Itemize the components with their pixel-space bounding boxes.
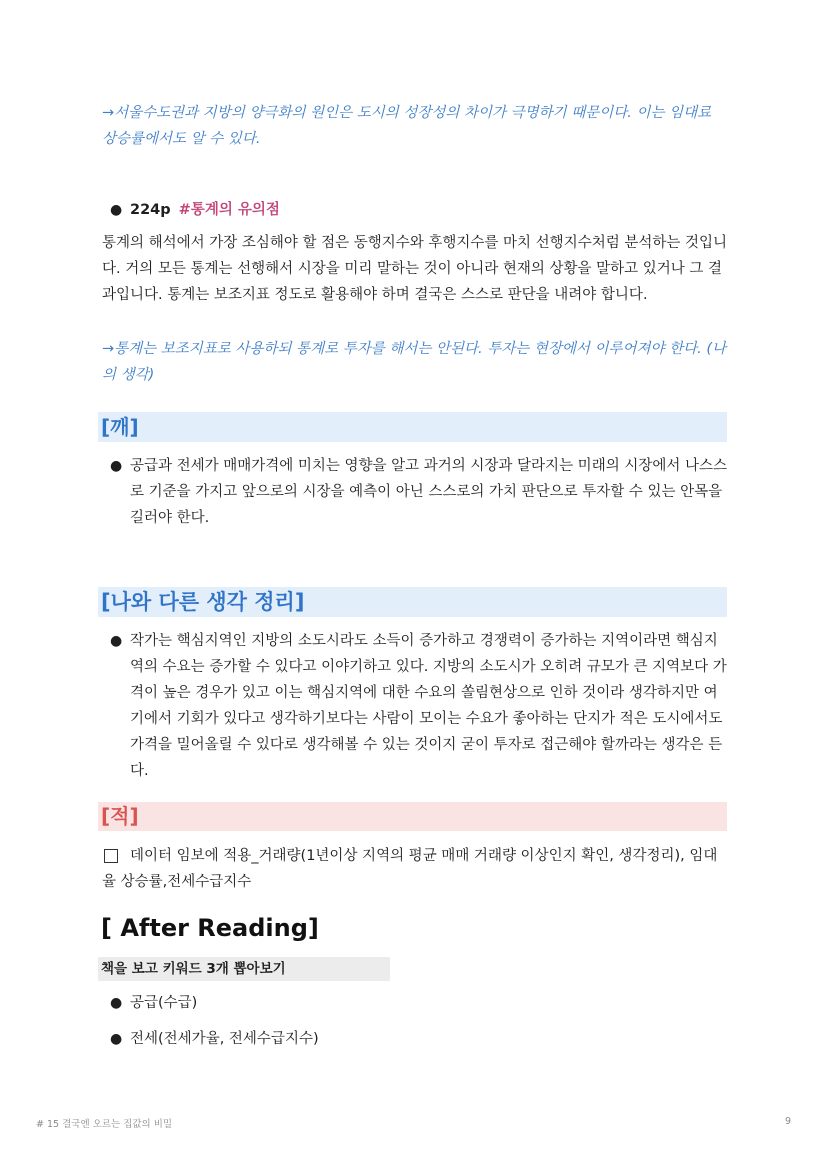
heading-kkae: [깨] <box>98 412 727 442</box>
checkbox-label: 데이터 임보에 적용_거래량(1년이상 지역의 평균 매매 거래량 이상인지 확인, 생각정리), 임대율 상승률,전세수급지수 <box>102 848 718 890</box>
kkae-bullet-text: 공급과 전세가 매매가격에 미치는 영향을 알고 과거의 시장과 달라지는 미래의 시장에서 나스스로 기준을 가지고 앞으로의 시장을 예측이 아닌 스스로의 가치 판단으로 투자할 수 있는 안목을 길러야 한다. <box>130 458 727 526</box>
page-number: 9 <box>784 1116 791 1127</box>
other-view-bullet-text: 작가는 핵심지역인 지방의 소도시라도 소득이 증가하고 경쟁력이 증가하는 지역이라면 핵심지역의 수요는 증가할 수 있다고 이야기하고 있다. 지방의 소도시가 오히려 규모가 큰 지역보다 가격이 높은 경우가 있고 이는 핵심지역에 대한 수요의 쏠림현상으로 인하 것이라 생각하지만 여기에서 기회가 있다고 생각하기보다는 사람이 모이는 수요가 좋아하는 단지가 적은 도시에서도 가격을 밀어올릴 수 있다로 생각해볼 수 있는 것이지 굳이 투자로 접근해야 할까라는 생각은 든다. <box>130 633 727 779</box>
after-reading-title: [ After Reading] <box>101 914 319 942</box>
bullet-dot: ● <box>110 202 123 218</box>
keyword-item: ● 공급(수급) <box>102 990 727 1016</box>
other-view-bullet <box>102 628 727 784</box>
footer-title: # 15 결국엔 오르는 집값의 비밀 <box>36 1119 173 1130</box>
checkbox[interactable] <box>104 849 118 863</box>
note-polarization: →서울수도권과 지방의 양극화의 원인은 도시의 성장성의 차이가 극명하기 때문이다. 이는 임대료 상승률에서도 알 수 있다. <box>102 105 712 147</box>
bullet-dot: ● <box>110 995 123 1011</box>
heading-other-view: [나와 다른 생각 정리] <box>98 587 727 617</box>
kkae-bullet <box>102 453 727 531</box>
stat-paragraph: 통계의 해석에서 가장 조심해야 할 점은 동행지수와 후행지수를 마치 선행지수처럼 분석하는 것입니다. 거의 모든 통계는 선행해서 시장을 미리 말하는 것이 아니라 현재의 상황을 말하고 있거나 그 결과입니다. 통계는 보조지표 정도로 활용해야 하며 결국은 스스로 판단을 내려야 합니다. <box>102 235 727 303</box>
section-224-header <box>102 197 727 223</box>
keyword-label: 책을 보고 키워드 3개 뽑아보기 <box>98 957 390 981</box>
jeok-checkbox-item <box>102 843 727 895</box>
page-ref: 224p <box>130 202 171 218</box>
note-stat: →통계는 보조지표로 사용하되 통계로 투자를 해서는 안된다. 투자는 현장에서 이루어져야 한다. (나의 생각) <box>102 341 726 383</box>
bullet-dot: ● <box>110 458 123 474</box>
heading-jeok: [적] <box>98 802 727 831</box>
bullet-dot: ● <box>110 1031 123 1047</box>
keyword-item: ● 전세(전세가율, 전세수급지수) <box>102 1026 727 1052</box>
bullet-dot: ● <box>110 633 123 649</box>
hashtag-stat: #통계의 유의점 <box>178 202 280 218</box>
